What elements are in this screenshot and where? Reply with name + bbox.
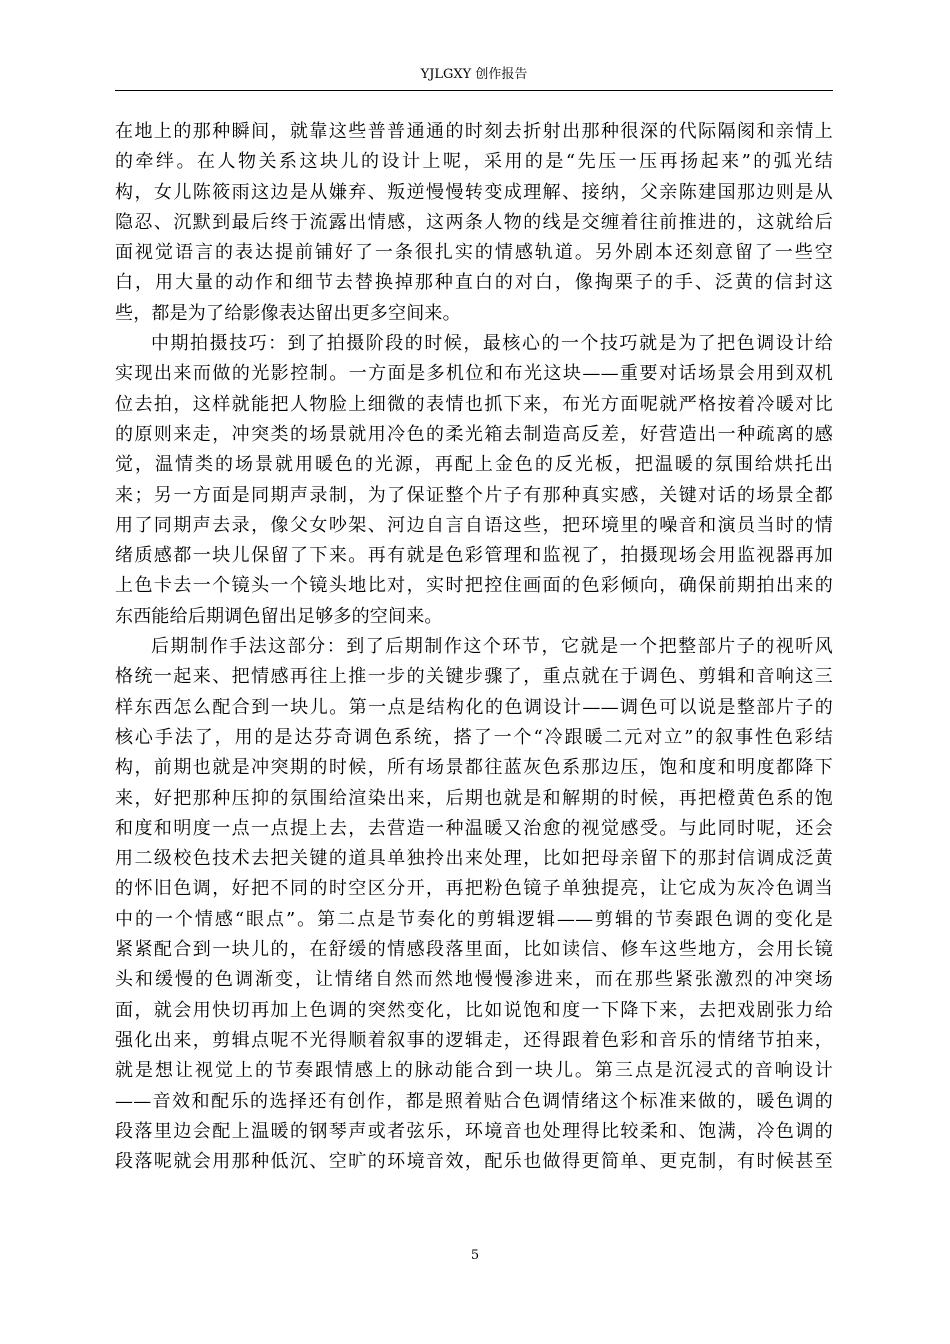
text-line: 上色卡去一个镜头一个镜头地比对，实时把控住画面的色彩倾向，确保前期拍出来的	[115, 575, 833, 597]
text-line: 来，好把那种压抑的氛围给渲染出来，后期也就是和解期的时候，再把橙黄色系的饱	[115, 787, 833, 809]
text-line: 来；另一方面是同期声录制，为了保证整个片子有那种真实感，关键对话的场景全都	[115, 484, 833, 506]
paragraph	[115, 329, 833, 632]
text-line: 样东西怎么配合到一块儿。第一点是结构化的色调设计——调色可以说是整部片子的	[115, 696, 833, 718]
paragraph	[115, 632, 833, 1177]
page-header	[115, 64, 833, 91]
text-line: 中期拍摄技巧：到了拍摄阶段的时候，最核心的一个技巧就是为了把色调设计给	[151, 333, 833, 355]
text-line: 白，用大量的动作和细节去替换掉那种直白的对白，像掏栗子的手、泛黄的信封这	[115, 272, 833, 294]
text-line: 段落呢就会用那种低沉、空旷的环境音效，配乐也做得更简单、更克制，有时候甚至	[115, 1151, 833, 1173]
text-line: 和度和明度一点一点提上去，去营造一种温暖又治愈的视觉感受。与此同时呢，还会	[115, 817, 833, 839]
header-title: YJLGXY 创作报告	[420, 67, 528, 82]
text-line: 强化出来，剪辑点呢不光得顺着叙事的逻辑走，还得跟着色彩和音乐的情绪节拍来，	[115, 1029, 833, 1051]
text-line: 位去拍，这样就能把人物脸上细微的表情也抓下来，布光方面呢就严格按着冷暖对比	[115, 393, 833, 415]
text-line: 核心手法了，用的是达芬奇调色系统，搭了一个“冷跟暖二元对立”的叙事性色彩结	[115, 726, 833, 748]
text-line: 面，就会用快切再加上色调的突然变化，比如说饱和度一下降下来，去把戏剧张力给	[115, 999, 833, 1021]
paragraph	[115, 117, 833, 329]
text-line: 在地上的那种瞬间，就靠这些普普通通的时刻去折射出那种很深的代际隔阂和亲情上	[115, 121, 833, 142]
text-line: 的怀旧色调，好把不同的时空区分开，再把粉色镜子单独提亮，让它成为灰冷色调当	[115, 878, 833, 900]
text-line: 中的一个情感“眼点”。第二点是节奏化的剪辑逻辑——剪辑的节奏跟色调的变化是	[115, 908, 833, 930]
text-line: 格统一起来、把情感再往上推一步的关键步骤了，重点就在于调色、剪辑和音响这三	[115, 666, 833, 688]
text-line: 隐忍、沉默到最后终于流露出情感，这两条人物的线是交缠着往前推进的，这就给后	[115, 211, 833, 233]
document-body	[115, 117, 833, 1177]
page-number: 5	[470, 1248, 480, 1263]
text-line: 紧紧配合到一块儿的，在舒缓的情感段落里面，比如读信、修车这些地方，会用长镜	[115, 939, 833, 961]
text-line: ——音效和配乐的选择还有创作，都是照着贴合色调情绪这个标准来做的，暖色调的	[115, 1090, 833, 1112]
text-line: 头和缓慢的色调渐变，让情绪自然而然地慢慢渗进来，而在那些紧张激烈的冲突场	[115, 969, 833, 991]
text-line: 用了同期声去录，像父女吵架、河边自言自语这些，把环境里的噪音和演员当时的情	[115, 514, 833, 536]
text-line: 绪质感都一块儿保留了下来。再有就是色彩管理和监视了，拍摄现场会用监视器再加	[115, 545, 833, 567]
text-line: 就是想让视觉上的节奏跟情感上的脉动能合到一块儿。第三点是沉浸式的音响设计	[115, 1060, 833, 1082]
text-line: 面视觉语言的表达提前铺好了一条很扎实的情感轨道。另外剧本还刻意留了一些空	[115, 242, 833, 264]
text-line: 段落里边会配上温暖的钢琴声或者弦乐，环境音也处理得比较柔和、饱满，冷色调的	[115, 1120, 833, 1142]
text-line: 些，都是为了给影像表达留出更多空间来。	[115, 302, 461, 324]
text-line: 的原则来走，冲突类的场景就用冷色的柔光箱去制造高反差，好营造出一种疏离的感	[115, 423, 833, 445]
text-line: 东西能给后期调色留出足够多的空间来。	[115, 605, 443, 627]
text-line: 后期制作手法这部分：到了后期制作这个环节，它就是一个把整部片子的视听风	[151, 636, 833, 658]
text-line: 觉，温情类的场景就用暖色的光源，再配上金色的反光板，把温暖的氛围给烘托出	[115, 454, 833, 476]
text-line: 构，女儿陈筱雨这边是从嫌弃、叛逆慢慢转变成理解、接纳，父亲陈建国那边则是从	[115, 181, 833, 203]
text-line: 用二级校色技术去把关键的道具单独拎出来处理，比如把母亲留下的那封信调成泛黄	[115, 848, 833, 870]
text-line: 实现出来而做的光影控制。一方面是多机位和布光这块——重要对话场景会用到双机	[115, 363, 833, 385]
text-line: 的牵绊。在人物关系这块儿的设计上呢，采用的是“先压一压再扬起来”的弧光结	[115, 151, 833, 173]
text-line: 构，前期也就是冲突期的时候，所有场景都往蓝灰色系那边压，饱和度和明度都降下	[115, 757, 833, 779]
